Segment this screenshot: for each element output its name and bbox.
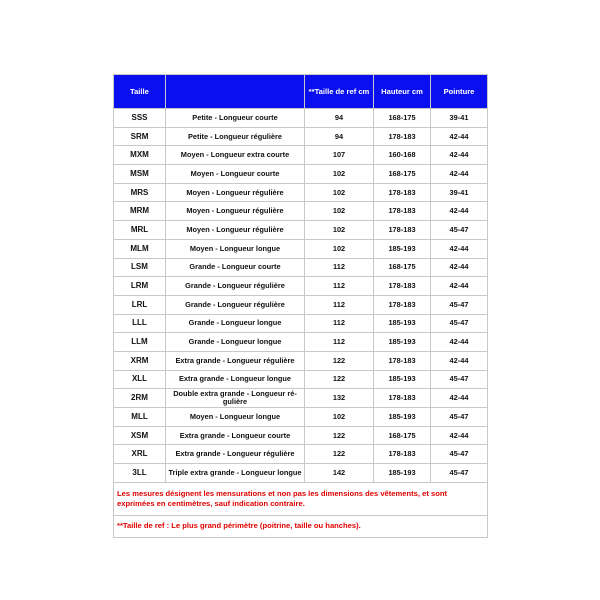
cell-size: 2RM (114, 389, 166, 408)
cell-ref-size: 107 (305, 146, 374, 165)
table-row (114, 277, 488, 296)
cell-size: MRS (114, 183, 166, 202)
table-row (114, 202, 488, 221)
table-row (114, 165, 488, 184)
cell-shoe-size: 42-44 (431, 389, 488, 408)
cell-size: SSS (114, 109, 166, 128)
cell-ref-size: 142 (305, 464, 374, 483)
cell-ref-size: 102 (305, 202, 374, 221)
ref-size-note: **Taille de ref : Le plus grand périmètre (poitrine, taille ou hanches). (114, 515, 488, 537)
table-row (114, 333, 488, 352)
cell-description: Extra grande - Longueur régulière (166, 351, 305, 370)
cell-shoe-size: 42-44 (431, 351, 488, 370)
cell-shoe-size: 45-47 (431, 370, 488, 389)
cell-ref-size: 122 (305, 426, 374, 445)
cell-shoe-size: 42-44 (431, 165, 488, 184)
cell-height: 178-183 (374, 221, 431, 240)
cell-shoe-size: 45-47 (431, 314, 488, 333)
cell-description: Petite - Longueur courte (166, 109, 305, 128)
cell-height: 185-193 (374, 464, 431, 483)
cell-shoe-size: 42-44 (431, 258, 488, 277)
table-body (114, 109, 488, 483)
cell-shoe-size: 39-41 (431, 183, 488, 202)
cell-size: MRL (114, 221, 166, 240)
cell-size: LLM (114, 333, 166, 352)
cell-description: Grande - Longueur longue (166, 314, 305, 333)
cell-height: 178-183 (374, 277, 431, 296)
cell-ref-size: 112 (305, 258, 374, 277)
cell-ref-size: 112 (305, 314, 374, 333)
header-size: Taille (114, 75, 166, 109)
cell-description: Grande - Longueur régulière (166, 295, 305, 314)
table-row (114, 445, 488, 464)
cell-size: LRL (114, 295, 166, 314)
header-description (166, 75, 305, 109)
note-row (114, 482, 488, 515)
cell-description: Moyen - Longueur extra courte (166, 146, 305, 165)
cell-size: MLM (114, 239, 166, 258)
cell-size: XSM (114, 426, 166, 445)
cell-description: Moyen - Longueur régulière (166, 221, 305, 240)
cell-size: LLL (114, 314, 166, 333)
cell-size: LRM (114, 277, 166, 296)
table-row (114, 239, 488, 258)
cell-description: Extra grande - Longueur courte (166, 426, 305, 445)
table-row (114, 295, 488, 314)
cell-ref-size: 102 (305, 221, 374, 240)
cell-height: 168-175 (374, 109, 431, 128)
table-row (114, 426, 488, 445)
cell-height: 185-193 (374, 239, 431, 258)
cell-shoe-size: 45-47 (431, 464, 488, 483)
table-row (114, 370, 488, 389)
size-chart-table (113, 74, 488, 538)
cell-description: Moyen - Longueur régulière (166, 202, 305, 221)
header-ref-size: **Taille de ref cm (305, 75, 374, 109)
cell-height: 178-183 (374, 351, 431, 370)
table-row (114, 351, 488, 370)
cell-description: Moyen - Longueur longue (166, 239, 305, 258)
cell-ref-size: 112 (305, 333, 374, 352)
cell-shoe-size: 42-44 (431, 426, 488, 445)
cell-shoe-size: 45-47 (431, 445, 488, 464)
cell-height: 168-175 (374, 165, 431, 184)
cell-size: XLL (114, 370, 166, 389)
table-header (114, 75, 488, 109)
cell-shoe-size: 45-47 (431, 408, 488, 427)
header-row (114, 75, 488, 109)
cell-shoe-size: 42-44 (431, 127, 488, 146)
cell-height: 168-175 (374, 426, 431, 445)
cell-ref-size: 112 (305, 295, 374, 314)
cell-height: 185-193 (374, 333, 431, 352)
cell-ref-size: 94 (305, 109, 374, 128)
table-row (114, 258, 488, 277)
measurements-note: Les mesures désignent les mensurations et non pas les dimensions des vêtements, et sont exprimées en centimètres, sauf indication contraire. (114, 482, 488, 515)
cell-ref-size: 122 (305, 445, 374, 464)
cell-shoe-size: 39-41 (431, 109, 488, 128)
cell-description: Petite - Longueur régulière (166, 127, 305, 146)
cell-description: Grande - Longueur longue (166, 333, 305, 352)
table-row (114, 408, 488, 427)
cell-height: 185-193 (374, 314, 431, 333)
cell-size: XRM (114, 351, 166, 370)
cell-ref-size: 122 (305, 351, 374, 370)
cell-shoe-size: 45-47 (431, 295, 488, 314)
cell-description: Grande - Longueur courte (166, 258, 305, 277)
cell-description: Triple extra grande - Longueur longue (166, 464, 305, 483)
cell-size: MRM (114, 202, 166, 221)
table-row (114, 389, 488, 408)
cell-description: Moyen - Longueur courte (166, 165, 305, 184)
cell-size: 3LL (114, 464, 166, 483)
table-row (114, 221, 488, 240)
table-row (114, 146, 488, 165)
cell-shoe-size: 42-44 (431, 333, 488, 352)
cell-size: XRL (114, 445, 166, 464)
cell-description: Moyen - Longueur régulière (166, 183, 305, 202)
cell-size: MSM (114, 165, 166, 184)
cell-height: 185-193 (374, 370, 431, 389)
cell-height: 178-183 (374, 183, 431, 202)
cell-height: 160-168 (374, 146, 431, 165)
cell-shoe-size: 42-44 (431, 239, 488, 258)
table-row (114, 109, 488, 128)
cell-ref-size: 102 (305, 165, 374, 184)
cell-height: 178-183 (374, 389, 431, 408)
cell-shoe-size: 42-44 (431, 277, 488, 296)
table-row (114, 314, 488, 333)
cell-ref-size: 132 (305, 389, 374, 408)
cell-size: MXM (114, 146, 166, 165)
cell-description: Double extra grande - Longueur ré-gulière (166, 389, 305, 408)
header-shoe-size: Pointure (431, 75, 488, 109)
cell-shoe-size: 45-47 (431, 221, 488, 240)
cell-size: SRM (114, 127, 166, 146)
cell-ref-size: 102 (305, 183, 374, 202)
cell-description: Grande - Longueur régulière (166, 277, 305, 296)
table-row (114, 464, 488, 483)
cell-height: 178-183 (374, 202, 431, 221)
cell-ref-size: 102 (305, 239, 374, 258)
note-row (114, 515, 488, 537)
table-row (114, 183, 488, 202)
cell-height: 178-183 (374, 295, 431, 314)
cell-description: Extra grande - Longueur régulière (166, 445, 305, 464)
cell-ref-size: 102 (305, 408, 374, 427)
cell-size: MLL (114, 408, 166, 427)
cell-description: Moyen - Longueur longue (166, 408, 305, 427)
cell-height: 168-175 (374, 258, 431, 277)
cell-size: LSM (114, 258, 166, 277)
table-notes (114, 482, 488, 537)
cell-height: 178-183 (374, 127, 431, 146)
cell-ref-size: 94 (305, 127, 374, 146)
cell-height: 185-193 (374, 408, 431, 427)
cell-ref-size: 122 (305, 370, 374, 389)
table-row (114, 127, 488, 146)
cell-shoe-size: 42-44 (431, 146, 488, 165)
header-height: Hauteur cm (374, 75, 431, 109)
cell-height: 178-183 (374, 445, 431, 464)
cell-shoe-size: 42-44 (431, 202, 488, 221)
cell-description: Extra grande - Longueur longue (166, 370, 305, 389)
cell-ref-size: 112 (305, 277, 374, 296)
